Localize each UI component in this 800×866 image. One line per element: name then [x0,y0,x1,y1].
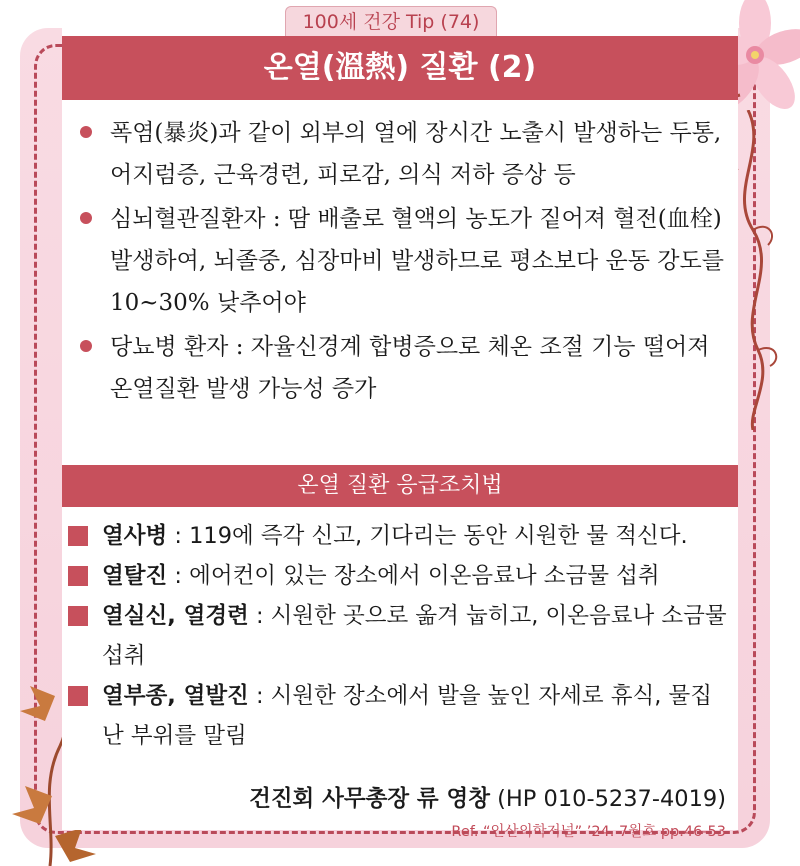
author-name: 건진회 사무총장 류 영창 [249,786,490,812]
page-title: 온열(溫熱) 질환 (2) [62,36,738,100]
square-icon [68,686,88,706]
aid-text: : 시원한 장소에서 발을 높인 자세로 휴식, 물집 난 부위를 말림 [102,683,712,749]
author-signature [249,784,726,814]
square-icon [68,526,88,546]
aid-term: 열부종, 열발진 [102,683,249,709]
section-title: 온열 질환 응급조치법 [62,465,738,507]
aid-term: 열사병 [102,523,168,549]
list-item [64,596,740,676]
symptom-list [72,112,732,412]
list-item [72,326,732,410]
aid-term: 열실신, 열경련 [102,603,249,629]
reference-note: Ref. “인산의학저널” ’24. 7월호 pp.46-53 [451,824,726,840]
aid-text: : 에어컨이 있는 장소에서 이온음료나 소금물 섭취 [167,563,660,589]
pink-dot-icon [80,340,92,352]
list-item [72,198,732,324]
series-tag: 100세 건강 Tip (74) [285,6,497,37]
list-item [64,516,740,556]
author-contact: (HP 010-5237-4019) [489,786,726,812]
list-item-text: 폭염(暴炎)과 같이 외부의 열에 장시간 노출시 발생하는 두통, 어지럼증, 근육경련, 피로감, 의식 저하 증상 등 [110,120,722,188]
list-item [64,676,740,756]
list-item [64,556,740,596]
pink-dot-icon [80,126,92,138]
list-item-text: 심뇌혈관질환자 : 땀 배출로 혈액의 농도가 짙어져 혈전(血栓) 발생하여, 뇌졸중, 심장마비 발생하므로 평소보다 운동 강도를 10~30% 낮추어야 [110,206,724,316]
list-item-text: 당뇨병 환자 : 자율신경계 합병증으로 체온 조절 기능 떨어져 온열질환 발생 가능성 증가 [110,334,710,402]
aid-term: 열탈진 [102,563,168,589]
square-icon [68,606,88,626]
square-icon [68,566,88,586]
aid-text: : 119에 즉각 신고, 기다리는 동안 시원한 물 적신다. [167,523,688,549]
first-aid-list [64,516,740,756]
list-item [72,112,732,196]
pink-dot-icon [80,212,92,224]
aid-text: : 시원한 곳으로 옮겨 눕히고, 이온음료나 소금물 섭취 [102,603,727,669]
